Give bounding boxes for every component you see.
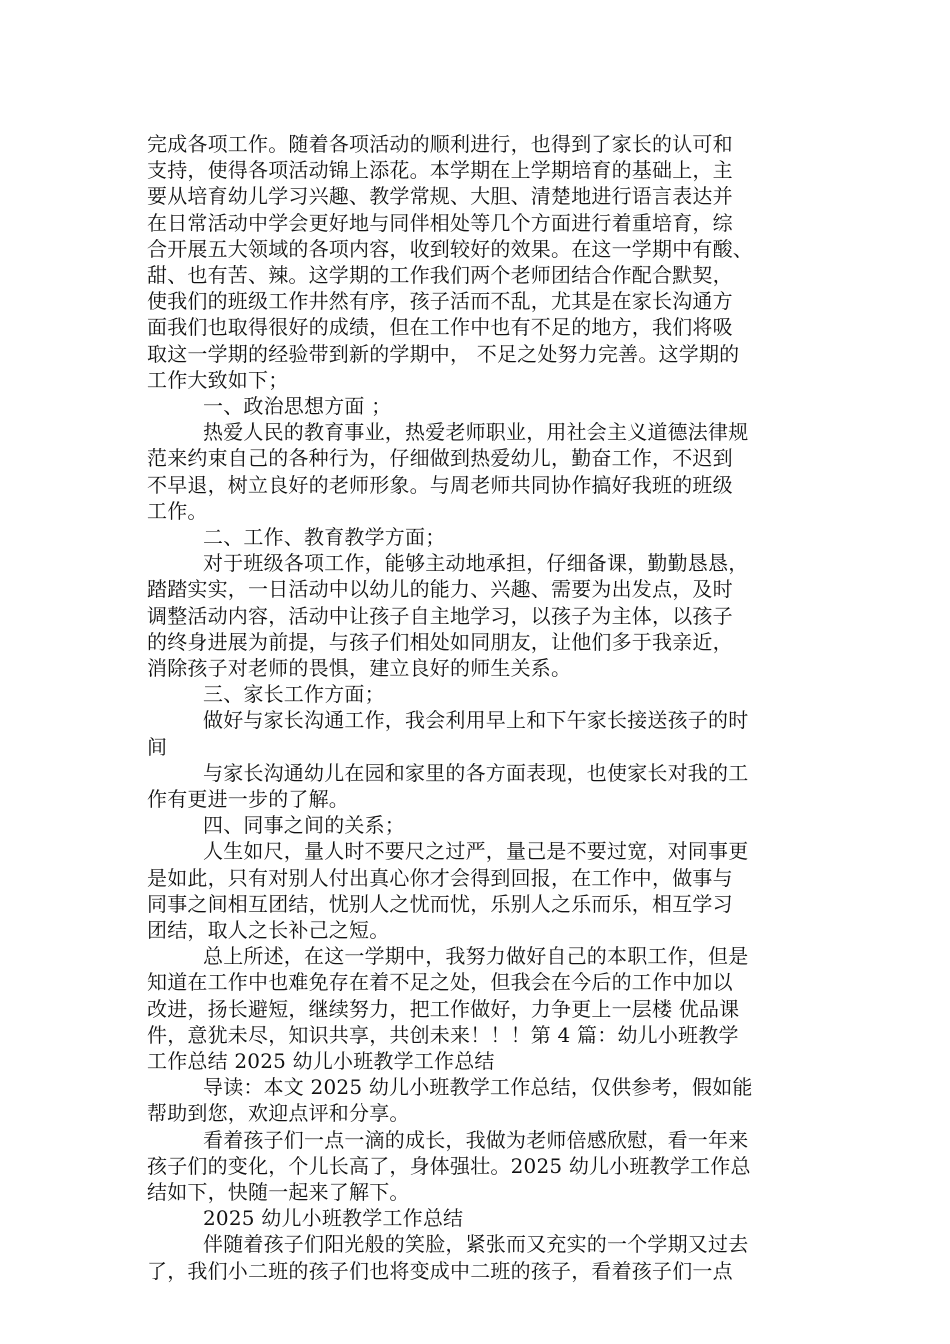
text-line: 的终身进展为前提，与孩子们相处如同朋友，让他们多于我亲近， xyxy=(147,629,733,654)
text-line: 在日常活动中学会更好地与同伴相处等几个方面进行着重培育，综 xyxy=(147,210,733,235)
text-line: 与家长沟通幼儿在园和家里的各方面表现，也使家长对我的工 xyxy=(203,760,749,785)
text-line: 作有更进一步的了解。 xyxy=(147,787,349,811)
text-line: 是如此，只有对别人付出真心你才会得到回报，在工作中，做事与 xyxy=(147,865,733,890)
text-line: 甜、也有苦、辣。这学期的工作我们两个老师团结合作配合默契， xyxy=(147,263,733,287)
text-line: 改进，扬长避短，继续努力，把工作做好，力争更上一层楼 优品课 xyxy=(147,996,740,1021)
text-line: 件，意犹未尽，知识共享，共创未来！！！第 4 篇：幼儿小班教学 xyxy=(147,1022,739,1047)
text-line: 调整活动内容，活动中让孩子自主地学习，以孩子为主体，以孩子 xyxy=(147,603,733,628)
text-line: 支持，使得各项活动锦上添花。本学期在上学期培育的基础上，主 xyxy=(147,158,733,183)
text-line: 一、政治思想方面 ； xyxy=(203,394,392,418)
text-line: 总上所述，在这一学期中，我努力做好自己的本职工作，但是 xyxy=(203,944,749,969)
text-line: 帮助到您，欢迎点评和分享。 xyxy=(147,1101,410,1126)
text-line: 做好与家长沟通工作，我会利用早上和下午家长接送孩子的时 xyxy=(203,708,749,733)
text-line: 间 xyxy=(147,734,168,759)
text-line: 同事之间相互团结，忧别人之忧而忧，乐别人之乐而乐，相互学习 xyxy=(147,891,733,916)
text-line: 工作。 xyxy=(147,498,208,523)
text-line: 伴随着孩子们阳光般的笑脸，紧张而又充实的一个学期又过去 xyxy=(203,1232,749,1257)
text-line: 取这一学期的经验带到新的学期中， 不足之处努力完善。这学期的 xyxy=(147,341,740,366)
text-line: 踏踏实实，一日活动中以幼儿的能力、兴趣、需要为出发点，及时 xyxy=(147,577,733,602)
text-line: 工作大致如下； xyxy=(147,367,289,392)
text-line: 完成各项工作。随着各项活动的顺利进行，也得到了家长的认可和 xyxy=(147,132,733,156)
text-line: 二、工作、教育教学方面； xyxy=(203,525,446,549)
text-line: 工作总结 2025 幼儿小班教学工作总结 xyxy=(147,1049,495,1073)
text-line: 要从培育幼儿学习兴趣、教学常规、大胆、清楚地进行语言表达并 xyxy=(147,184,733,209)
text-line: 热爱人民的教育事业，热爱老师职业，用社会主义道德法律规 xyxy=(203,420,749,445)
text-line: 2025 幼儿小班教学工作总结 xyxy=(203,1206,464,1231)
text-line: 人生如尺，量人时不要尺之过严，量己是不要过宽，对同事更 xyxy=(203,839,749,864)
text-line: 三、家长工作方面； xyxy=(203,682,385,707)
text-line: 团结，取人之长补己之短。 xyxy=(147,918,390,942)
text-line: 知道在工作中也难免存在着不足之处，但我会在今后的工作中加以 xyxy=(147,970,733,995)
text-line: 不早退，树立良好的老师形象。与周老师共同协作搞好我班的班级 xyxy=(147,472,733,497)
text-line: 消除孩子对老师的畏惧，建立良好的师生关系。 xyxy=(147,656,572,680)
text-line: 看着孩子们一点一滴的成长，我做为老师倍感欣慰，看一年来 xyxy=(203,1127,749,1152)
text-line: 合开展五大领域的各项内容，收到较好的效果。在这一学期中有酸、 xyxy=(147,236,753,261)
text-line: 使我们的班级工作井然有序，孩子活而不乱，尤其是在家长沟通方 xyxy=(147,289,733,314)
text-line: 结如下，快随一起来了解下。 xyxy=(147,1180,410,1204)
text-line: 了，我们小二班的孩子们也将变成中二班的孩子，看着孩子们一点 xyxy=(147,1258,733,1283)
text-line: 范来约束自己的各种行为，仔细做到热爱幼儿，勤奋工作，不迟到 xyxy=(147,446,733,471)
text-line: 面我们也取得很好的成绩，但在工作中也有不足的地方，我们将吸 xyxy=(147,315,733,340)
text-line: 四、同事之间的关系； xyxy=(203,813,405,838)
text-line: 孩子们的变化，个儿长高了，身体强壮。2025 幼儿小班教学工作总 xyxy=(147,1153,751,1178)
text-line: 导读：本文 2025 幼儿小班教学工作总结，仅供参考，假如能 xyxy=(203,1075,753,1100)
text-line: 对于班级各项工作，能够主动地承担，仔细备课，勤勤恳恳， xyxy=(203,551,749,576)
